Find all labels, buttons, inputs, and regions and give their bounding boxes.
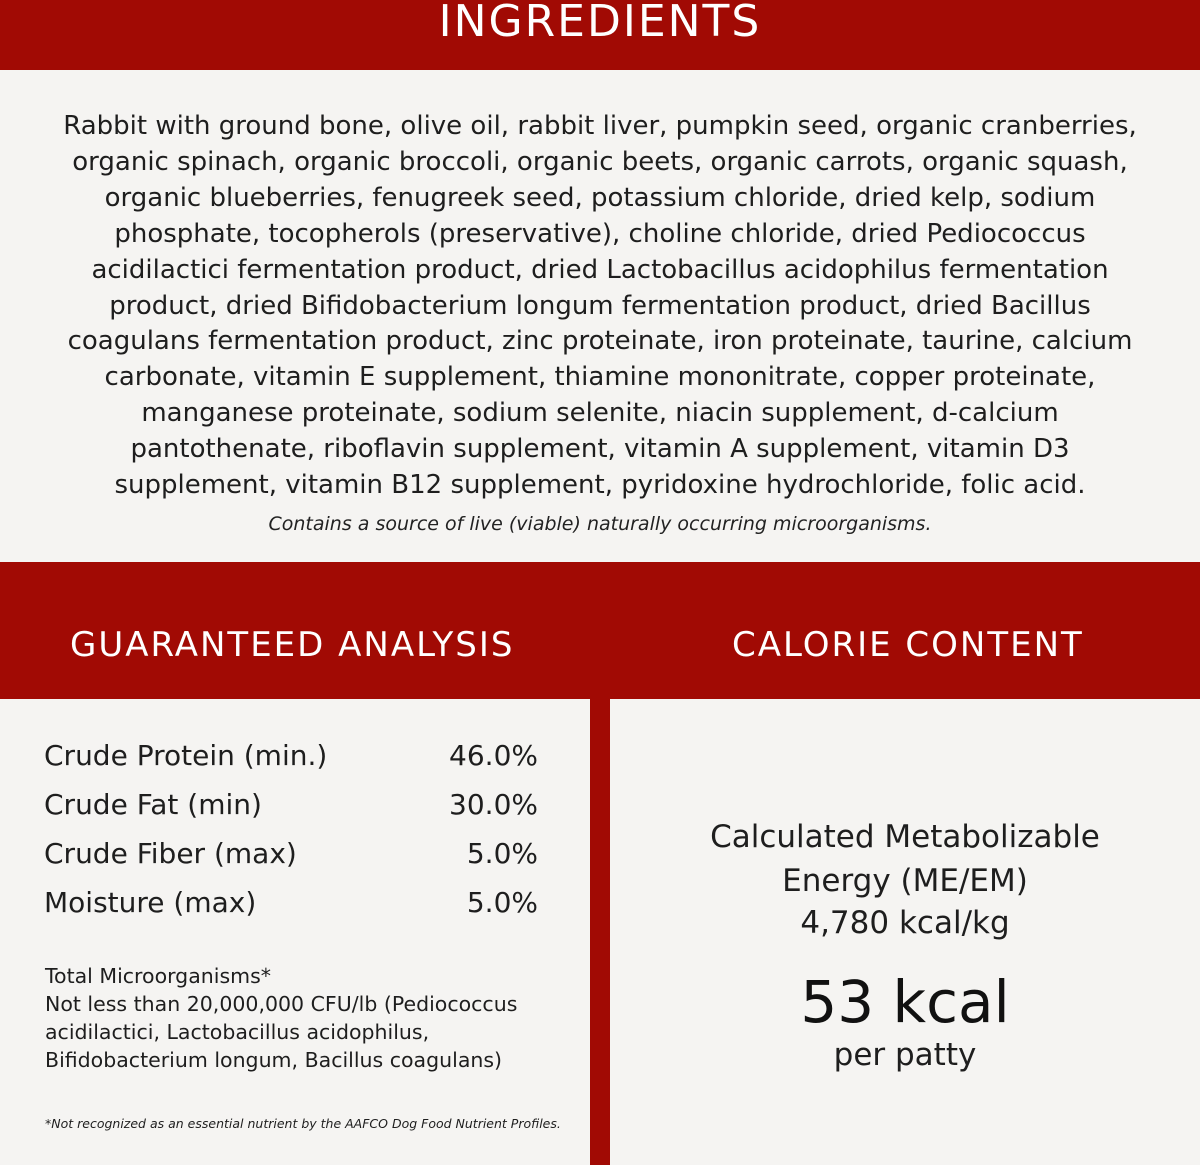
ingredients-line: organic blueberries, fenugreek seed, potassium chloride, dried kelp, sodium <box>104 182 1096 213</box>
guaranteed-analysis-title: GUARANTEED ANALYSIS <box>70 625 515 665</box>
analysis-row-name: Crude Fat (min) <box>44 788 262 821</box>
ingredients-line: organic spinach, organic broccoli, organic beets, organic carrots, organic squash, <box>72 146 1128 177</box>
ingredients-line: acidilactici fermentation product, dried Lactobacillus acidophilus fermentation <box>91 254 1109 285</box>
analysis-row-name: Crude Protein (min.) <box>44 739 328 772</box>
analysis-row <box>44 883 538 923</box>
ingredients-list <box>40 109 1160 504</box>
energy-line: Calculated Metabolizable <box>710 819 1100 855</box>
per-patty-label: per patty <box>833 1037 977 1073</box>
ingredients-line: supplement, vitamin B12 supplement, pyridoxine hydrochloride, folic acid. <box>114 470 1086 501</box>
ingredients-panel <box>0 70 1200 562</box>
analysis-row <box>44 834 538 874</box>
ingredients-line: manganese proteinate, sodium selenite, niacin supplement, d-calcium <box>141 398 1059 429</box>
analysis-row <box>44 785 538 825</box>
analysis-row-value: 5.0% <box>466 837 538 870</box>
ingredients-header-band <box>0 0 1200 70</box>
kcal-per-patty-value: 53 kcal <box>800 968 1010 1036</box>
guaranteed-analysis-panel <box>0 699 590 1165</box>
microorganisms-statement <box>45 962 575 1074</box>
aafco-footnote: *Not recognized as an essential nutrient by the AAFCO Dog Food Nutrient Profiles. <box>45 1116 561 1131</box>
analysis-row-value: 5.0% <box>466 886 538 919</box>
ingredients-note: Contains a source of live (viable) naturally occurring microorganisms. <box>268 513 932 535</box>
calorie-content-panel <box>610 699 1200 1165</box>
ingredients-line: product, dried Bifidobacterium longum fermentation product, dried Bacillus <box>109 290 1091 321</box>
analysis-row <box>44 736 538 776</box>
metabolizable-energy-label <box>610 815 1200 903</box>
analysis-row-name: Moisture (max) <box>44 886 257 919</box>
analysis-row-value: 30.0% <box>449 788 538 821</box>
analysis-row-value: 46.0% <box>449 739 538 772</box>
ingredients-title: INGREDIENTS <box>438 0 762 47</box>
calorie-content-title: CALORIE CONTENT <box>732 625 1084 665</box>
energy-line: Energy (ME/EM) <box>782 863 1028 899</box>
microorganisms-line: Total Microorganisms* <box>45 964 272 988</box>
kcal-per-kg: 4,780 kcal/kg <box>800 905 1010 941</box>
analysis-row-name: Crude Fiber (max) <box>44 837 297 870</box>
ingredients-line: carbonate, vitamin E supplement, thiamine mononitrate, copper proteinate, <box>104 362 1096 393</box>
microorganisms-line: Bifidobacterium longum, Bacillus coagulans) <box>45 1048 503 1072</box>
ingredients-line: Rabbit with ground bone, olive oil, rabbit liver, pumpkin seed, organic cranberries, <box>63 111 1137 141</box>
ingredients-line: phosphate, tocopherols (preservative), choline chloride, dried Pediococcus <box>114 218 1086 249</box>
ingredients-line: pantothenate, riboflavin supplement, vitamin A supplement, vitamin D3 <box>130 434 1070 465</box>
microorganisms-line: acidilactici, Lactobacillus acidophilus, <box>45 1020 430 1044</box>
ingredients-line: coagulans fermentation product, zinc proteinate, iron proteinate, taurine, calcium <box>67 326 1133 357</box>
microorganisms-line: Not less than 20,000,000 CFU/lb (Pediococcus <box>45 992 518 1016</box>
